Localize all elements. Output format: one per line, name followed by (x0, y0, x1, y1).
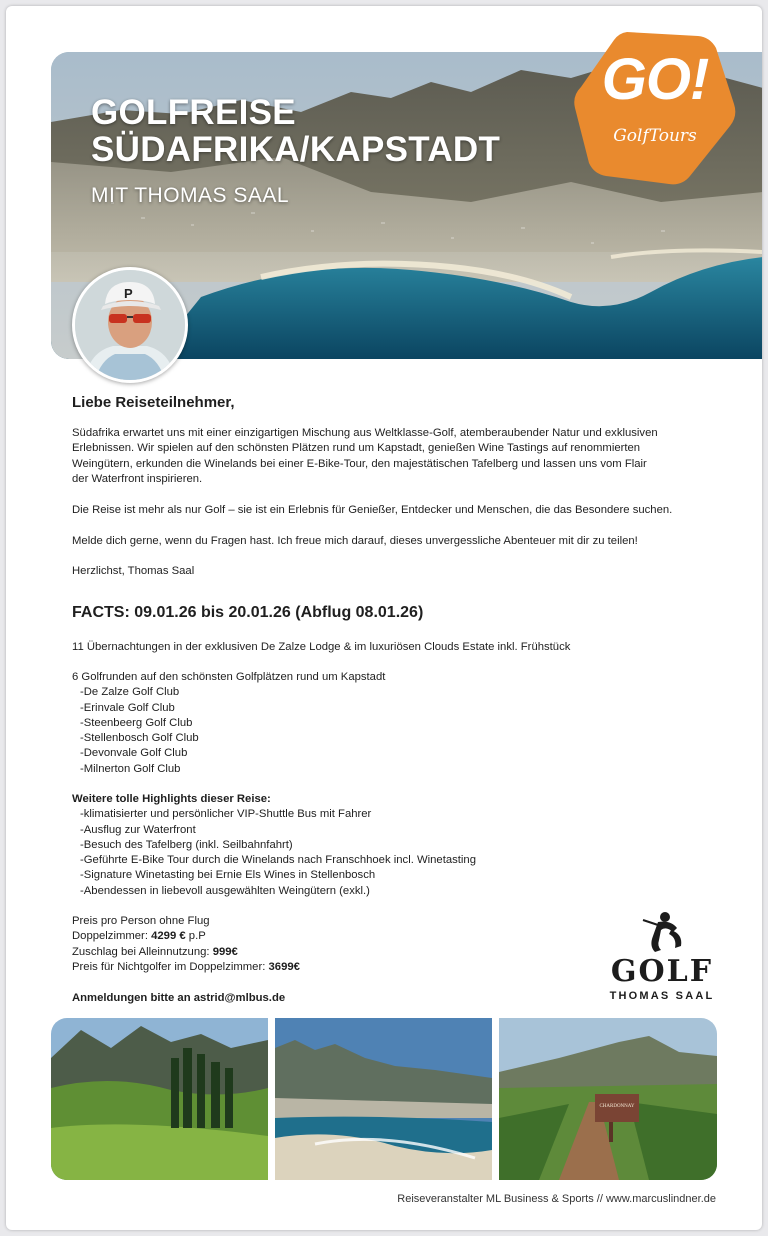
registration-text: Anmeldungen bitte an astrid@mlbus.de (72, 992, 286, 1004)
photo-strip (51, 1018, 717, 1180)
list-item: -Steenbeerg Golf Club (80, 716, 193, 729)
pricing-block (72, 914, 300, 975)
intro-line-2: Erlebnissen. Wir spielen auf den schönsten Plätzen rund um Kapstadt, genießen Wine Tastings auf renommierten (72, 442, 641, 455)
golf-rounds-list (72, 670, 385, 777)
list-item: -Abendessen in liebevoll ausgewählten Weingütern (exkl.) (80, 884, 370, 897)
price-double-suffix: p.P (185, 930, 206, 943)
price-single-value: 999€ (212, 945, 238, 958)
person-avatar-icon (75, 270, 185, 380)
price-nongolfer-label: Preis für Nichtgolfer im Doppelzimmer: (72, 960, 269, 973)
list-item: -Stellenbosch Golf Club (80, 732, 199, 745)
hero-title (91, 94, 500, 168)
list-item: -Signature Winetasting bei Ernie Els Wines in Stellenbosch (80, 869, 376, 882)
list-item: -Devonvale Golf Club (80, 747, 188, 760)
hero-title-line2: SÜDAFRIKA/KAPSTADT (91, 130, 501, 169)
price-double-room (72, 929, 300, 944)
highlights-list (72, 792, 476, 899)
highlights-heading: Weitere tolle Highlights dieser Reise: (72, 793, 271, 805)
vineyard-sign-text: CHARDONNAY (599, 1104, 635, 1109)
golfer-silhouette-icon (603, 910, 721, 954)
vineyard-photo (499, 1018, 717, 1180)
price-nongolfer (72, 960, 300, 975)
golf-logo-name: THOMAS SAAL (609, 990, 715, 1002)
go-golftours-logo (572, 26, 738, 192)
hero-title-line1: GOLFREISE (91, 93, 296, 132)
hero-subtitle: MIT THOMAS SAAL (91, 184, 290, 207)
price-double-label: Doppelzimmer: (72, 930, 152, 943)
intro-paragraph (72, 426, 704, 488)
price-single-surcharge (72, 945, 300, 960)
golf-thomas-saal-logo (603, 910, 721, 1010)
greeting-heading: Liebe Reiseteilnehmer, (72, 394, 235, 411)
list-item: -Ausflug zur Waterfront (80, 823, 196, 836)
price-nongolfer-value: 3699€ (268, 960, 300, 973)
contact-paragraph: Melde dich gerne, wenn du Fragen hast. Ich freue mich darauf, dieses unvergessliche Abenteuer mit dir zu teilen! (72, 535, 638, 547)
facts-heading: FACTS: 09.01.26 bis 20.01.26 (Abflug 08.01.26) (72, 604, 424, 621)
nights-text: 11 Übernachtungen in der exklusiven De Zalze Lodge & im luxuriösen Clouds Estate inkl. Frühstück (72, 641, 571, 653)
go-logo-text: GO! (601, 47, 709, 112)
camps-bay-beach-photo (275, 1018, 492, 1180)
rounds-intro: 6 Golfrunden auf den schönsten Golfplätzen rund um Kapstadt (72, 671, 386, 683)
golf-logo-word: GOLF (610, 954, 714, 989)
intro-line-4: der Waterfront inspirieren. (72, 473, 203, 486)
intro-line-1: Südafrika erwartet uns mit einer einzigartigen Mischung aus Weltklasse-Golf, atemberaubender Natur und exklusiven (72, 427, 658, 439)
list-item: -Besuch des Tafelberg (inkl. Seilbahnfahrt) (80, 838, 293, 851)
price-intro: Preis pro Person ohne Flug (72, 915, 210, 927)
signoff-text: Herzlichst, Thomas Saal (72, 565, 195, 577)
svg-text:P: P (124, 286, 133, 301)
intro-line-3: Weingütern, erkunden die Winelands bei einer E-Bike-Tour, den majestätischen Tafelberg und lassen uns vom Flair (72, 457, 647, 470)
price-double-value: 4299 € (151, 930, 186, 943)
golftours-script-text: GolfTours (613, 126, 697, 146)
list-item: -De Zalze Golf Club (80, 686, 180, 699)
list-item: -Geführte E-Bike Tour durch die Winelands nach Franschhoek incl. Winetasting (80, 854, 477, 867)
flyer-page (6, 6, 762, 1230)
golf-course-photo (51, 1018, 268, 1180)
thomas-saal-portrait (72, 267, 188, 383)
price-single-label: Zuschlag bei Alleinnutzung: (72, 945, 213, 958)
list-item: -Erinvale Golf Club (80, 701, 175, 714)
experience-paragraph: Die Reise ist mehr als nur Golf – sie ist ein Erlebnis für Genießer, Entdecker und Menschen, die das Besondere suchen. (72, 504, 673, 516)
list-item: -Milnerton Golf Club (80, 762, 181, 775)
list-item: -klimatisierter und persönlicher VIP-Shuttle Bus mit Fahrer (80, 808, 372, 821)
footer-text: Reiseveranstalter ML Business & Sports // www.marcuslindner.de (397, 1193, 716, 1205)
